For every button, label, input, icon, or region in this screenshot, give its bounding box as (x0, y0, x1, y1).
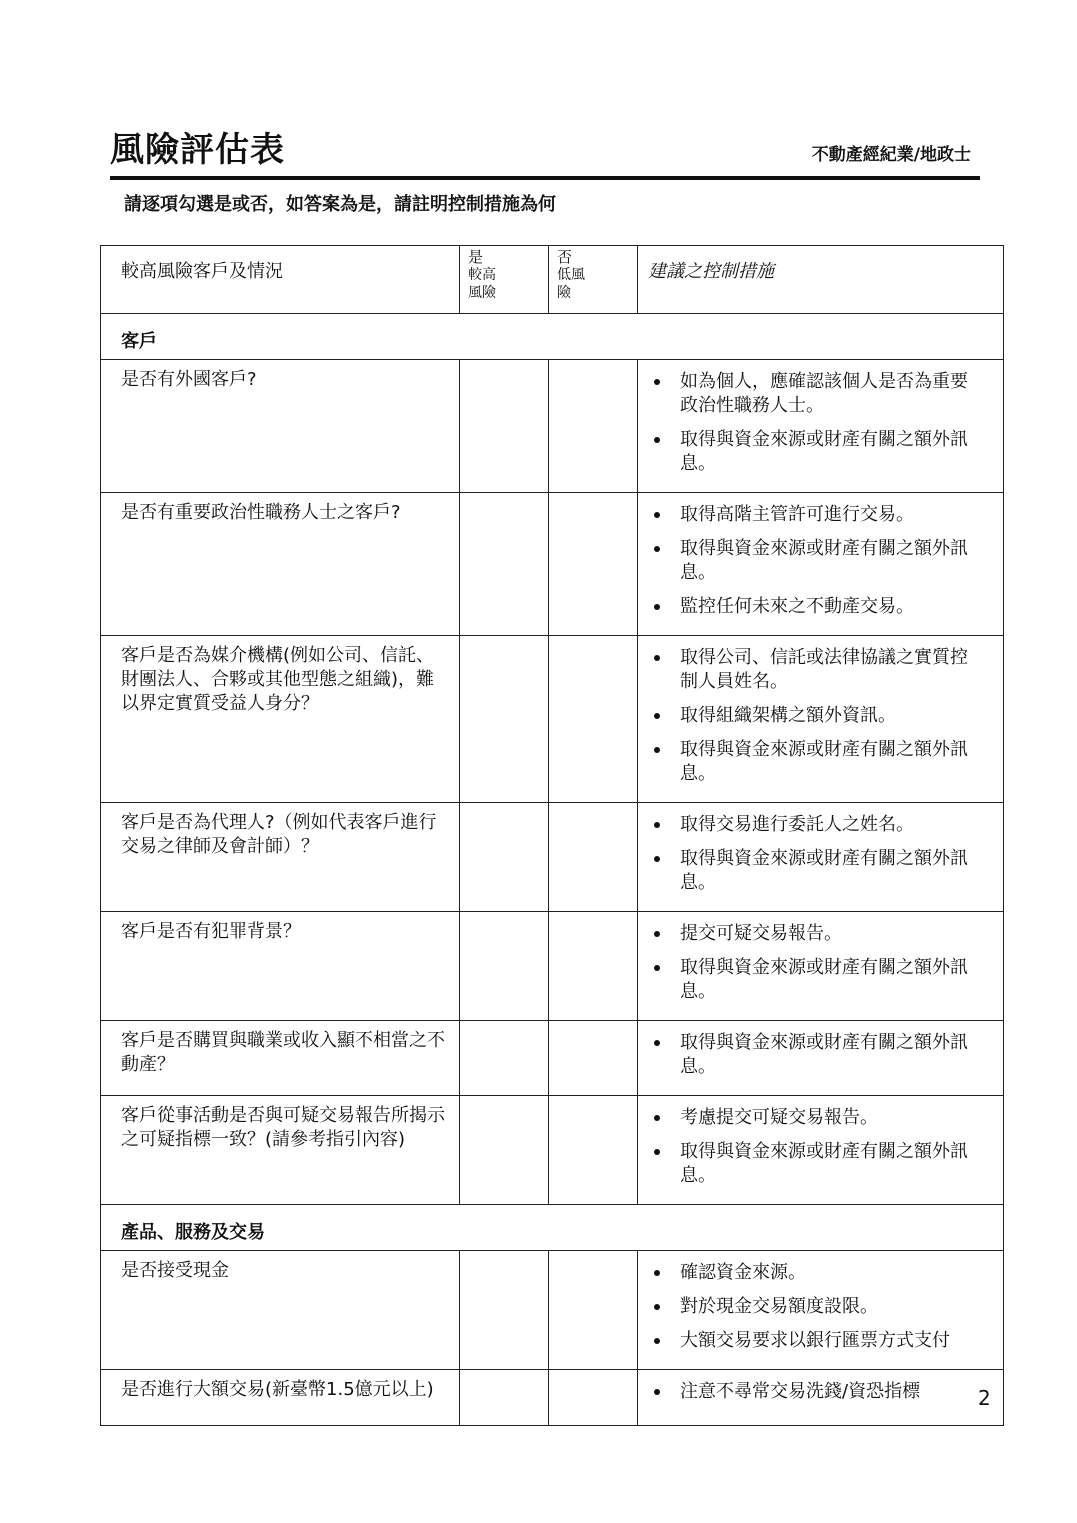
page-number: 2 (978, 1386, 991, 1410)
section-row-customer (101, 314, 1004, 360)
control-item: 注意不尋常交易洗錢/資恐指標 (650, 1380, 983, 1404)
yes-sub-1: 較高 (468, 267, 496, 283)
control-cell (638, 803, 1004, 912)
section-title-customer: 客戶 (101, 314, 1004, 360)
table-row (101, 360, 1004, 493)
col-header-situation: 較高風險客戶及情況 (101, 246, 460, 314)
risk-assessment-table (100, 245, 1004, 1426)
control-item: 取得與資金來源或財產有關之額外訊息。 (650, 738, 983, 786)
no-checkbox-cell[interactable] (549, 912, 638, 1021)
control-item: 確認資金來源。 (650, 1261, 983, 1285)
no-checkbox-cell[interactable] (549, 1096, 638, 1205)
question-cell: 是否有重要政治性職務人士之客戶? (101, 493, 460, 636)
yes-checkbox-cell[interactable] (460, 1370, 549, 1426)
control-item: 取得與資金來源或財產有關之額外訊息。 (650, 956, 983, 1004)
col-header-yes (460, 246, 549, 314)
table-row (101, 1096, 1004, 1205)
page-title: 風險評估表 (110, 130, 285, 170)
section-row-products (101, 1205, 1004, 1251)
no-checkbox-cell[interactable] (549, 636, 638, 803)
no-label: 否 (557, 248, 573, 266)
control-item: 考慮提交可疑交易報告。 (650, 1106, 983, 1130)
yes-checkbox-cell[interactable] (460, 493, 549, 636)
control-cell (638, 1096, 1004, 1205)
control-cell (638, 912, 1004, 1021)
control-item: 大額交易要求以銀行匯票方式支付 (650, 1329, 983, 1353)
question-cell: 客戶是否為代理人?（例如代表客戶進行交易之律師及會計師）？ (101, 803, 460, 912)
yes-checkbox-cell[interactable] (460, 1021, 549, 1096)
control-item: 取得與資金來源或財產有關之額外訊息。 (650, 537, 983, 585)
yes-checkbox-cell[interactable] (460, 1251, 549, 1370)
control-cell (638, 1021, 1004, 1096)
no-checkbox-cell[interactable] (549, 803, 638, 912)
control-item: 如為個人，應確認該個人是否為重要政治性職務人士。 (650, 370, 983, 418)
control-item: 取得交易進行委託人之姓名。 (650, 813, 983, 837)
table-header-row (101, 246, 1004, 314)
header-rule (110, 176, 980, 180)
no-checkbox-cell[interactable] (549, 1370, 638, 1426)
yes-checkbox-cell[interactable] (460, 1096, 549, 1205)
section-title-products: 產品、服務及交易 (101, 1205, 1004, 1251)
control-cell (638, 493, 1004, 636)
control-item: 取得高階主管許可進行交易。 (650, 503, 983, 527)
table-row (101, 493, 1004, 636)
control-item: 取得與資金來源或財產有關之額外訊息。 (650, 1031, 983, 1079)
no-checkbox-cell[interactable] (549, 1251, 638, 1370)
control-cell (638, 1370, 1004, 1426)
yes-checkbox-cell[interactable] (460, 803, 549, 912)
control-item: 取得與資金來源或財產有關之額外訊息。 (650, 1140, 983, 1188)
control-item: 取得與資金來源或財產有關之額外訊息。 (650, 847, 983, 895)
question-cell: 是否接受現金 (101, 1251, 460, 1370)
yes-sub-2: 風險 (468, 285, 496, 301)
no-checkbox-cell[interactable] (549, 1021, 638, 1096)
question-cell: 是否有外國客戶? (101, 360, 460, 493)
control-item: 取得組織架構之額外資訊。 (650, 704, 983, 728)
no-checkbox-cell[interactable] (549, 360, 638, 493)
table-row (101, 636, 1004, 803)
question-cell: 是否進行大額交易(新臺幣1.5億元以上) (101, 1370, 460, 1426)
yes-checkbox-cell[interactable] (460, 912, 549, 1021)
control-item: 監控任何未來之不動產交易。 (650, 595, 983, 619)
control-item: 取得與資金來源或財產有關之額外訊息。 (650, 428, 983, 476)
control-item: 取得公司、信託或法律協議之實質控制人員姓名。 (650, 646, 983, 694)
no-sub-2: 險 (557, 285, 571, 301)
yes-label: 是 (468, 248, 484, 266)
control-cell (638, 360, 1004, 493)
question-cell: 客戶從事活動是否與可疑交易報告所揭示之可疑指標一致？(請參考指引內容) (101, 1096, 460, 1205)
control-item: 提交可疑交易報告。 (650, 922, 983, 946)
question-cell: 客戶是否購買與職業或收入顯不相當之不動產？ (101, 1021, 460, 1096)
col-header-no (549, 246, 638, 314)
table-row (101, 803, 1004, 912)
control-cell (638, 1251, 1004, 1370)
control-item: 對於現金交易額度設限。 (650, 1295, 983, 1319)
yes-checkbox-cell[interactable] (460, 636, 549, 803)
table-row (101, 1251, 1004, 1370)
no-sub-1: 低風 (557, 267, 585, 283)
control-cell (638, 636, 1004, 803)
table-row (101, 1370, 1004, 1426)
instruction-text: 請逐項勾選是或否，如答案為是，請註明控制措施為何 (124, 194, 556, 215)
question-cell: 客戶是否為媒介機構(例如公司、信託、財團法人、合夥或其他型態之組織)，難以界定實質受益人身分？ (101, 636, 460, 803)
no-checkbox-cell[interactable] (549, 493, 638, 636)
table-row (101, 912, 1004, 1021)
table-row (101, 1021, 1004, 1096)
col-header-control: 建議之控制措施 (638, 246, 1004, 314)
question-cell: 客戶是否有犯罪背景？ (101, 912, 460, 1021)
yes-checkbox-cell[interactable] (460, 360, 549, 493)
page-subtitle: 不動產經紀業/地政士 (811, 145, 971, 165)
